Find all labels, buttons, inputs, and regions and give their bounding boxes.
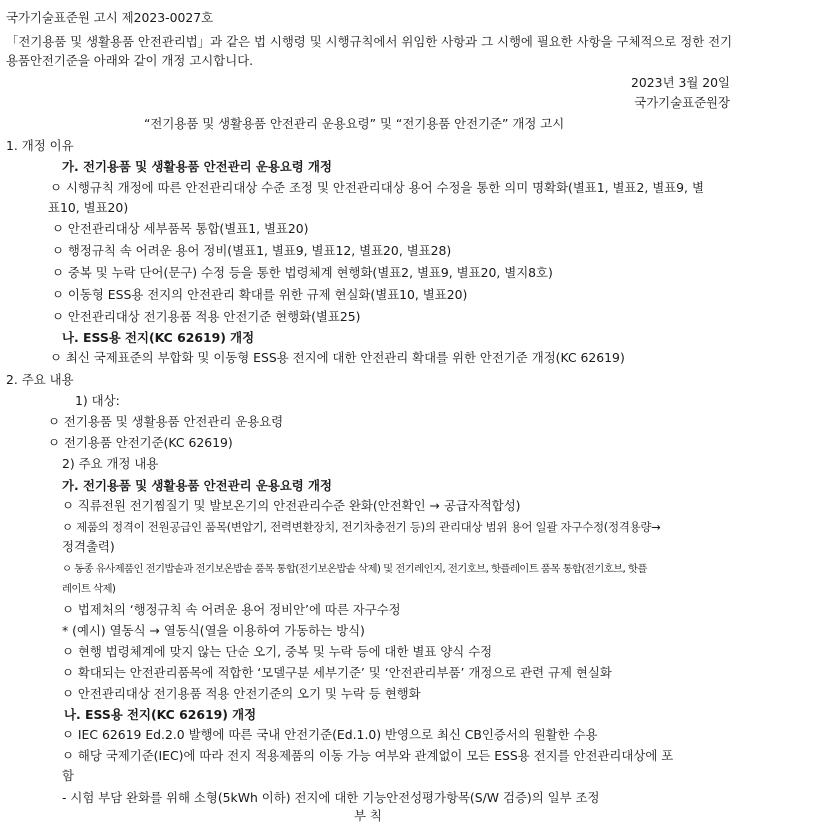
list-item: ㅇ 안전관리대상 전기용품 적용 안전기준의 오기 및 누락 등 현행화 — [62, 686, 421, 701]
list-item: ㅇ 확대되는 안전관리품목에 적합한 ‘모델구분 세부기준’ 및 ‘안전관리부품’ 개정으로 관련 규제 현실화 — [62, 665, 612, 680]
subsection-heading: 가. 전기용품 및 생활용품 안전관리 운용요령 개정 — [62, 159, 332, 174]
list-item: ㅇ 최신 국제표준의 부합화 및 이동형 ESS용 전지에 대한 안전관리 확대를 위한 안전기준 개정(KC 62619) — [50, 350, 625, 365]
target-label: 1) 대상: — [75, 393, 120, 408]
list-item: ㅇ 중복 및 누락 단어(문구) 수정 등을 통한 법령체계 현행화(별표2, 별표9, 별표20, 별지8호) — [52, 265, 553, 280]
list-item-continuation: 정격출력) — [62, 539, 115, 554]
list-item: ㅇ 법제처의 ‘행정규칙 속 어려운 용어 정비안’에 따른 자구수정 — [62, 602, 401, 617]
subsection-heading: 가. 전기용품 및 생활용품 안전관리 운용요령 개정 — [62, 478, 332, 493]
notice-title: “전기용품 및 생활용품 안전관리 운용요령” 및 “전기용품 안전기준” 개정 고시 — [144, 116, 565, 131]
preamble-line: 용품안전기준을 아래와 같이 개정 고시합니다. — [6, 53, 254, 68]
appendix-heading: 부 칙 — [354, 808, 382, 823]
list-item: ㅇ 행정규칙 속 어려운 용어 정비(별표1, 별표9, 별표12, 별표20, 별표28) — [52, 243, 452, 258]
subsection-heading: 나. ESS용 전지(KC 62619) 개정 — [62, 330, 255, 345]
list-item: ㅇ 동종 유사제품인 전기밥솥과 전기보온밥솥 품목 통합(전기보온밥솥 삭제) 및 전기레인지, 전기호브, 핫플레이트 품목 통합(전기호브, 핫플 — [62, 563, 647, 575]
issuer: 국가기술표준원장 — [634, 95, 730, 110]
list-item: ㅇ 해당 국제기준(IEC)에 따라 전지 적용제품의 이동 가능 여부와 관계없이 모든 ESS용 전지를 안전관리대상에 포 — [62, 748, 674, 763]
list-item: ㅇ 전기용품 및 생활용품 안전관리 운용요령 — [48, 414, 284, 429]
sub-note: - 시험 부담 완화를 위해 소형(5kWh 이하) 전지에 대한 기능안전성평가항목(S/W 검증)의 일부 조정 — [62, 790, 600, 805]
list-item: ㅇ 안전관리대상 전기용품 적용 안전기준 현행화(별표25) — [52, 309, 361, 324]
notice-number: 국가기술표준원 고시 제2023-0027호 — [6, 10, 214, 25]
list-item: ㅇ 전기용품 안전기준(KC 62619) — [48, 435, 233, 450]
section-heading: 1. 개정 이유 — [6, 138, 74, 153]
notice-date: 2023년 3월 20일 — [631, 75, 730, 90]
example-note: * (예시) 열동식 → 열동식(열을 이용하여 가동하는 방식) — [62, 623, 365, 638]
list-item: ㅇ 직류전원 전기찜질기 및 발보온기의 안전관리수준 완화(안전확인 → 공급자적합성) — [62, 498, 521, 513]
list-item: ㅇ 제품의 정격이 전원공급인 품목(변압기, 전력변환장치, 전기차충전기 등)의 관리대상 범위 용어 일괄 자구수정(정격용량→ — [62, 520, 661, 534]
list-item: ㅇ 안전관리대상 세부품목 통합(별표1, 별표20) — [52, 221, 309, 236]
list-item: ㅇ 이동형 ESS용 전지의 안전관리 확대를 위한 규제 현실화(별표10, 별표20) — [52, 287, 468, 302]
section-heading: 2. 주요 내용 — [6, 372, 74, 387]
list-item: ㅇ 시행규칙 개정에 따른 안전관리대상 수준 조정 및 안전관리대상 용어 수정을 통한 의미 명확화(별표1, 별표2, 별표9, 별 — [50, 180, 704, 195]
subsection-heading: 나. ESS용 전지(KC 62619) 개정 — [64, 707, 257, 722]
list-item-continuation: 레이트 삭제) — [62, 583, 116, 595]
main-changes-label: 2) 주요 개정 내용 — [62, 456, 159, 471]
preamble-line: 「전기용품 및 생활용품 안전관리법」과 같은 법 시행령 및 시행규칙에서 위임한 사항과 그 시행에 필요한 사항을 구체적으로 정한 전기 — [6, 34, 733, 49]
list-item-continuation: 표10, 별표20) — [48, 200, 129, 215]
list-item-continuation: 함 — [62, 768, 74, 783]
list-item: ㅇ IEC 62619 Ed.2.0 발행에 따른 국내 안전기준(Ed.1.0) 반영으로 최신 CB인증서의 원활한 수용 — [62, 727, 598, 742]
list-item: ㅇ 현행 법령체계에 맞지 않는 단순 오기, 중복 및 누락 등에 대한 별표 양식 수정 — [62, 644, 493, 659]
